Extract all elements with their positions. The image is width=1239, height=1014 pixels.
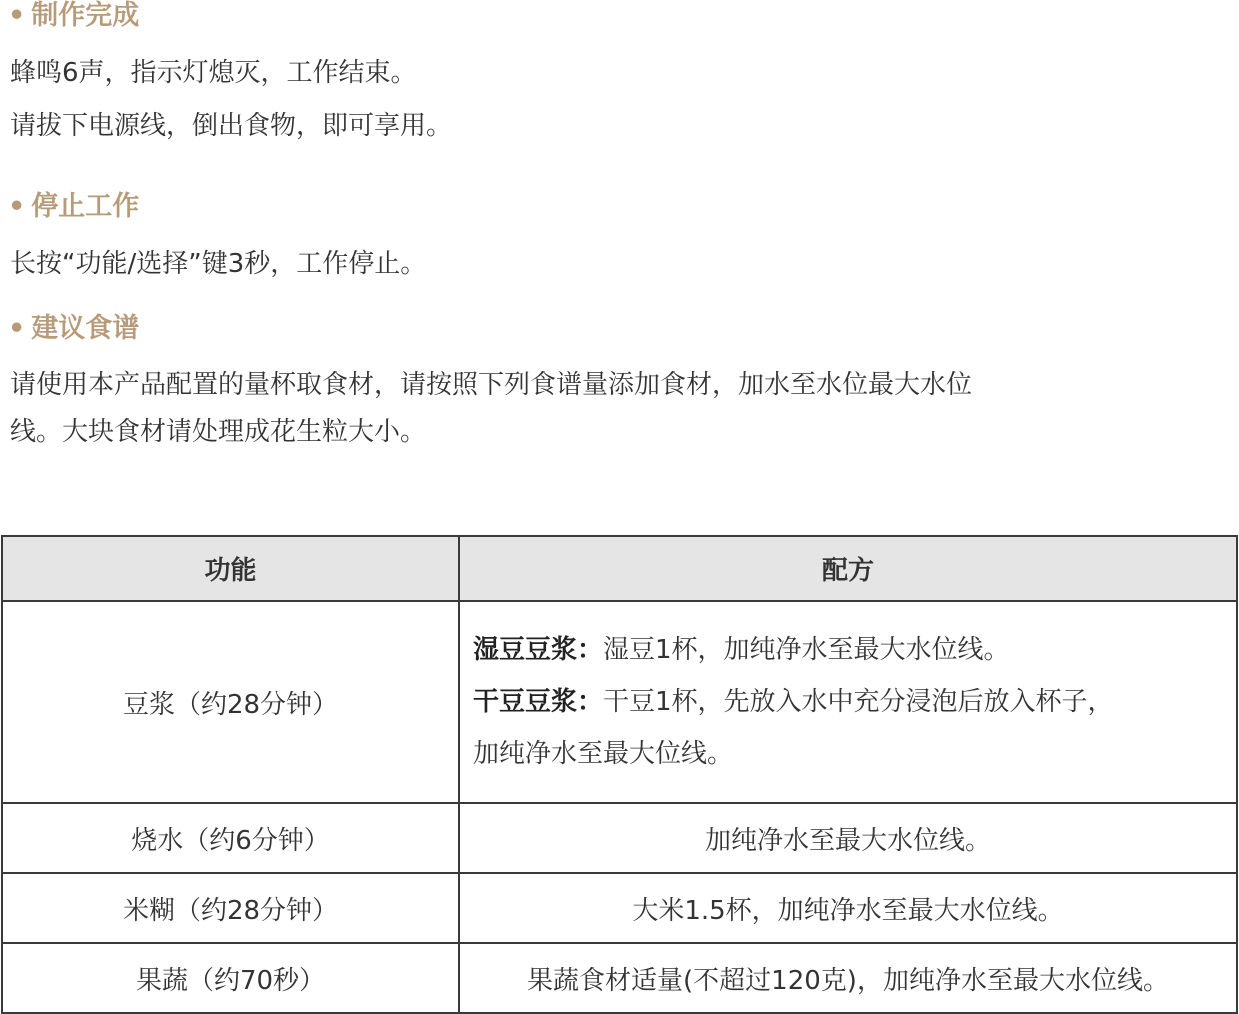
recipe-line (473, 624, 1224, 676)
recipe-line (473, 676, 1224, 728)
recipe-line (473, 728, 1224, 780)
table-row (2, 943, 1237, 1013)
table-row (2, 803, 1237, 873)
paragraph-line: 线。大块食材请处理成花生粒大小。 (10, 417, 427, 447)
section-title: 建议食谱 (31, 313, 140, 344)
paragraph-line: 请拔下电源线，倒出食物，即可享用。 (10, 111, 453, 141)
paragraph-line: 蜂鸣6声，指示灯熄灭，工作结束。 (10, 58, 417, 88)
recipe-cell: 加纯净水至最大水位线。 (459, 803, 1237, 873)
bullet-icon: • (8, 313, 26, 344)
recipe-label: 湿豆豆浆： (473, 635, 604, 665)
recipe-cell: 果蔬食材适量(不超过120克)，加纯净水至最大水位线。 (459, 943, 1237, 1013)
bullet-icon: • (8, 0, 26, 31)
recipe-cell: 大米1.5杯，加纯净水至最大水位线。 (459, 873, 1237, 943)
paragraph-line: 请使用本产品配置的量杯取食材，请按照下列食谱量添加食材，加水至水位最大水位 (10, 370, 973, 400)
recipe-table (1, 535, 1238, 1014)
recipe-label: 干豆豆浆： (473, 687, 604, 717)
column-header-function: 功能 (2, 536, 459, 601)
recipe-text: 湿豆1杯，加纯净水至最大水位线。 (603, 635, 1010, 665)
paragraph-line: 长按“功能/选择”键3秒，工作停止。 (10, 249, 427, 279)
section-heading-stop (8, 191, 139, 223)
function-cell: 果蔬（约70秒） (2, 943, 459, 1013)
column-header-recipe: 配方 (459, 536, 1237, 601)
function-cell: 豆浆（约28分钟） (2, 601, 459, 803)
section-heading-done (8, 0, 139, 32)
bullet-icon: • (8, 191, 26, 222)
table-row (2, 873, 1237, 943)
table-header-row (2, 536, 1237, 601)
function-cell: 米糊（约28分钟） (2, 873, 459, 943)
recipe-cell (459, 601, 1237, 803)
table-row (2, 601, 1237, 803)
recipe-text: 干豆1杯，先放入水中充分浸泡后放入杯子， (603, 687, 1114, 717)
recipe-text: 加纯净水至最大位线。 (473, 739, 734, 769)
section-heading-recipe (8, 313, 139, 345)
section-title: 制作完成 (31, 0, 140, 31)
section-title: 停止工作 (31, 191, 140, 222)
function-cell: 烧水（约6分钟） (2, 803, 459, 873)
